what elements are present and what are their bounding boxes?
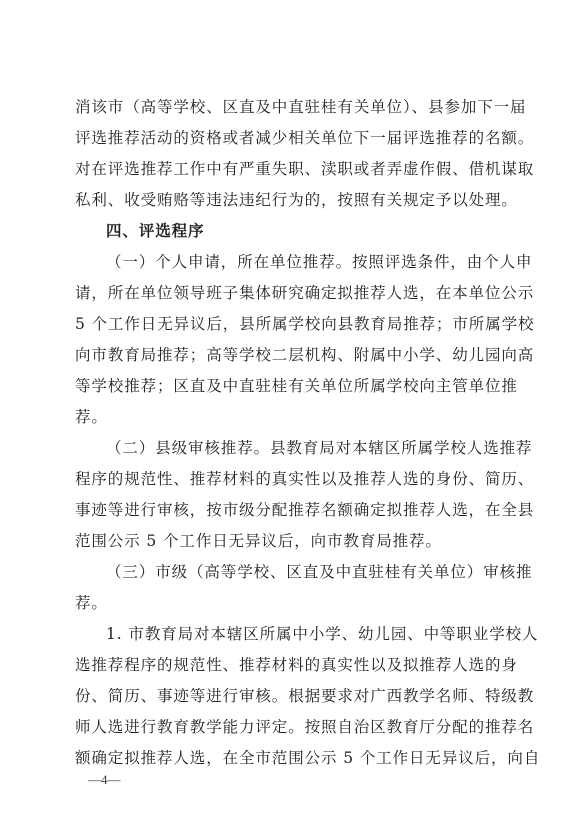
text-line: （一）个人申请，所在单位推荐。按照评选条件，由个人申 xyxy=(106,253,533,271)
page-number: —4— xyxy=(88,772,121,787)
text-line: 对在评选推荐工作中有严重失职、渎职或者弄虚作假、借机谋取 xyxy=(75,160,535,178)
text-line: 范围公示 5 个工作日无异议后，向市教育局推荐。 xyxy=(75,532,442,550)
text-line: 1. 市教育局对本辖区所属中小学、幼儿园、中等职业学校人 xyxy=(106,625,539,643)
text-line: 等学校推荐；区直及中直驻桂有关单位所属学校向主管单位推 xyxy=(75,377,518,395)
text-line: 向市教育局推荐；高等学校二层机构、附属中小学、幼儿园向高 xyxy=(75,346,535,364)
text-line: 师人选进行教育教学能力评定。按照自治区教育厅分配的推荐名 xyxy=(75,718,535,736)
text-line: 消该市（高等学校、区直及中直驻桂有关单位）、县参加下一届 xyxy=(75,98,527,116)
text-line: 额确定拟推荐人选，在全市范围公示 5 个工作日无异议后，向自 xyxy=(75,749,541,767)
text-line: 选推荐程序的规范性、推荐材料的真实性以及拟推荐人选的身 xyxy=(75,656,518,674)
text-line: （二）县级审核推荐。县教育局对本辖区所属学校人选推荐 xyxy=(106,439,533,457)
text-line: 荐。 xyxy=(75,408,108,426)
text-line: 评选推荐活动的资格或者减少相关单位下一届评选推荐的名额。 xyxy=(75,129,535,147)
text-line: 份、简历、事迹等进行审核。根据要求对广西教学名师、特级教 xyxy=(75,687,535,705)
text-line: 事迹等进行审核，按市级分配推荐名额确定拟推荐人选，在全县 xyxy=(75,501,535,519)
text-line: 5 个工作日无异议后，县所属学校向县教育局推荐；市所属学校 xyxy=(75,315,535,333)
text-line: 私利、收受贿赂等违法违纪行为的，按照有关规定予以处理。 xyxy=(75,191,518,209)
text-line: （三）市级（高等学校、区直及中直驻桂有关单位）审核推 xyxy=(106,563,533,581)
text-line: 荐。 xyxy=(75,594,108,612)
text-line: 请，所在单位领导班子集体研究确定拟推荐人选，在本单位公示 xyxy=(75,284,535,302)
text-line: 程序的规范性、推荐材料的真实性以及推荐人选的身份、简历、 xyxy=(75,470,535,488)
section-heading: 四、评选程序 xyxy=(106,222,205,240)
